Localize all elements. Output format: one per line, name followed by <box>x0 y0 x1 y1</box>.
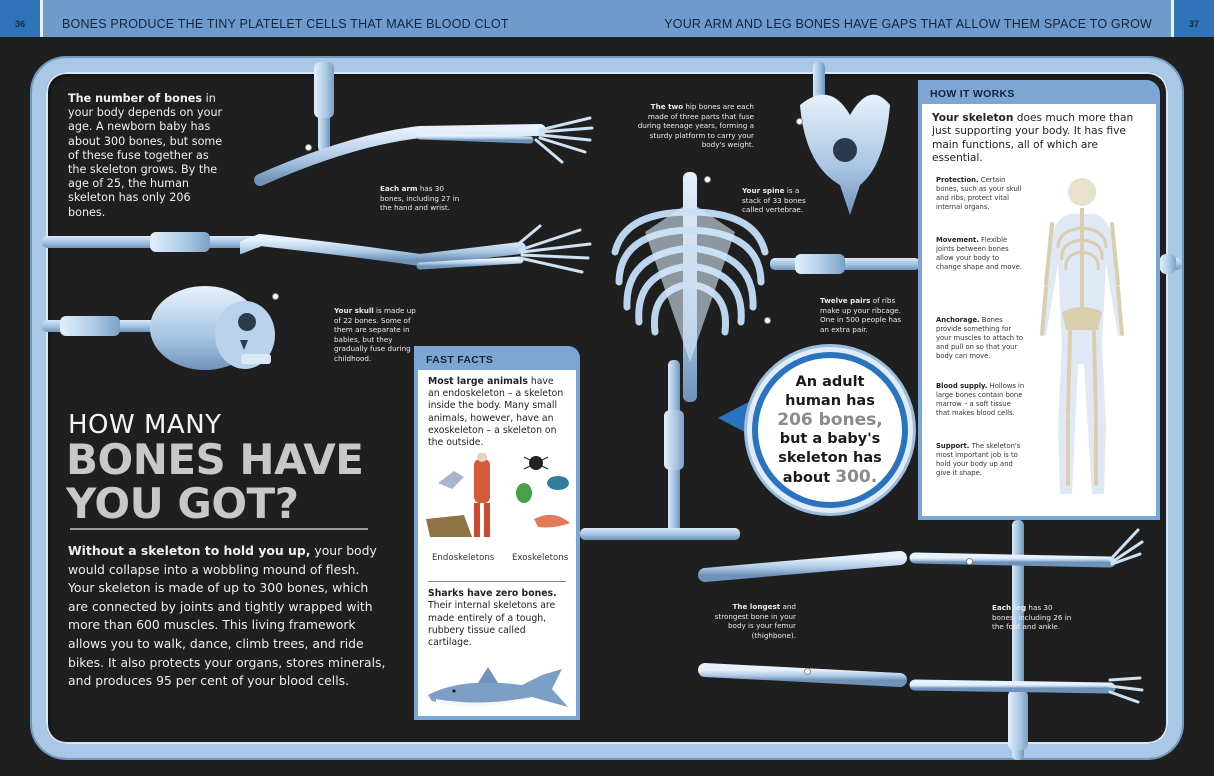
animal-illustrations <box>424 453 570 571</box>
function-anchorage <box>936 316 1026 361</box>
callout-highlight-300: 300. <box>835 466 878 487</box>
skull-marker <box>272 293 279 300</box>
function-text: Certain bones, such as your skull and ribs, protect vital internal organs. <box>936 176 1022 212</box>
bone-count-callout <box>752 352 908 508</box>
caption-text: and strongest bone in your body is your femur (thighbone). <box>714 602 796 640</box>
page-title-line1: HOW MANY <box>68 410 222 440</box>
body-text: your body would collapse into a wobbling mound of flesh. Your skeleton is made of up to 300 bones, which are connected by joints and tightly wrapped with more than 600 muscles. This living framework allows you to walk, dance, climb trees, and ride bikes. It also protects your organs, stores minerals, and produces 95 per cent of your blood cells. <box>68 543 386 689</box>
caption-bold: The two <box>650 102 684 111</box>
function-blood-supply <box>936 382 1026 418</box>
caption-text: has 30 bones, including 26 in the foot and ankle. <box>992 603 1072 632</box>
how-it-works-lead <box>922 104 1156 174</box>
caption-your-skull <box>334 306 416 364</box>
page-number-right: 37 <box>1171 0 1214 37</box>
body-paragraph <box>68 542 388 691</box>
title-divider <box>70 528 368 530</box>
caption-bold: Each arm <box>380 184 418 193</box>
fast-fact-sharks <box>418 582 576 649</box>
sprue-knob <box>150 232 210 252</box>
callout-line: An adult <box>795 373 865 390</box>
fast-facts-heading: FAST FACTS <box>418 350 576 370</box>
callout-line: human has <box>785 392 875 409</box>
caption-text: has 30 bones, including 27 in the hand and wrist. <box>380 184 460 213</box>
function-title: Blood supply. <box>936 382 988 390</box>
arm-marker <box>305 144 312 151</box>
header-fact-left: BONES PRODUCE THE TINY PLATELET CELLS THAT MAKE BLOOD CLOT <box>62 17 509 31</box>
sprue-connector <box>770 258 920 270</box>
caption-twelve-pairs <box>820 296 905 334</box>
caption-bold: Twelve pairs <box>820 296 871 305</box>
spine-marker <box>704 176 711 183</box>
header-fact-right: YOUR ARM AND LEG BONES HAVE GAPS THAT ALLOW THEM SPACE TO GROW <box>664 17 1152 31</box>
fact-bold: Sharks have zero bones. <box>428 588 557 600</box>
function-support <box>936 442 1026 478</box>
caption-bold: Each leg <box>992 603 1027 612</box>
how-it-works-heading: HOW IT WORKS <box>922 84 1156 104</box>
intro-text: in your body depends on your age. A newborn baby has about 300 bones, but some of these fuse together as the skeleton grows. By the age of 25, the human skeleton has only 206 bones. <box>68 92 223 219</box>
function-movement <box>936 236 1026 272</box>
page-number-left: 36 <box>0 0 43 37</box>
caption-bold: Your spine <box>742 186 785 195</box>
animals-icon <box>424 453 574 553</box>
caption-hip-bones <box>634 102 754 150</box>
ribs-marker <box>764 317 771 324</box>
femur-marker <box>804 668 811 675</box>
fact-bold: Most large animals <box>428 376 528 387</box>
function-text: Bones provide something for your muscles to attach to and pull on so that your body can move. <box>936 316 1024 361</box>
fact-text: have an endoskeleton – a skeleton inside the body. Many small animals, however, have an exoskeleton – a skeleton on the outside. <box>428 376 564 449</box>
caption-each-arm <box>380 184 460 213</box>
intro-paragraph <box>68 92 228 220</box>
caption-each-leg <box>992 603 1074 632</box>
function-protection <box>936 176 1026 212</box>
label-exoskeletons: Exoskeletons <box>512 553 569 564</box>
function-title: Protection. <box>936 176 979 184</box>
callout-line: but a baby's <box>779 430 881 447</box>
caption-your-spine <box>742 186 812 215</box>
caption-text: hip bones are each made of three parts that fuse during teenage years, forming a sturdy platform to carry your body's weight. <box>637 102 754 150</box>
function-title: Movement. <box>936 236 979 244</box>
fact-text: Their internal skeletons are made entirely of a tough, rubbery tissue called cartilage. <box>428 600 556 649</box>
sprue-knob <box>664 410 684 470</box>
fast-fact-skeleton-types <box>418 370 576 449</box>
sprue-knob <box>795 254 845 274</box>
lead-bold: Your skeleton <box>932 112 1014 124</box>
caption-text: is made up of 22 bones. Some of them are separate in babies, but they gradually fuse during childhood. <box>334 306 416 363</box>
label-endoskeletons: Endoskeletons <box>432 553 495 564</box>
caption-bold: Your skull <box>334 306 374 315</box>
shark-illustration <box>422 667 572 727</box>
intro-bold: The number of bones <box>68 92 203 105</box>
shark-icon <box>422 667 572 717</box>
function-text: Hollows in large bones contain bone marrow – a soft tissue that makes blood cells. <box>936 382 1025 418</box>
callout-highlight-206: 206 bones, <box>777 409 883 430</box>
how-it-works-box <box>918 80 1160 520</box>
caption-bold: The longest <box>732 602 781 611</box>
caption-text: of ribs make up your ribcage. One in 500 people has an extra pair. <box>820 296 902 334</box>
caption-longest-bone <box>714 602 796 640</box>
page-header-bar <box>0 0 1214 37</box>
hip-marker <box>796 118 803 125</box>
leg-marker <box>966 558 973 565</box>
caption-text: is a stack of 33 bones called vertebrae. <box>742 186 806 215</box>
callout-line: skeleton has <box>778 449 882 466</box>
callout-line: about <box>782 469 836 486</box>
human-skeleton-illustration <box>1022 174 1156 504</box>
function-text: The skeleton's most important job is to hold your body up and give it shape. <box>936 442 1021 478</box>
function-title: Anchorage. <box>936 316 980 324</box>
fast-facts-box <box>414 346 580 720</box>
function-title: Support. <box>936 442 970 450</box>
sprue-knob <box>1160 254 1176 274</box>
page-title-main: BONES HAVE YOU GOT? <box>66 435 364 528</box>
sprue-knob <box>60 316 120 336</box>
body-bold: Without a skeleton to hold you up, <box>68 543 311 558</box>
function-text: Flexible joints between bones allow your body to change shape and move. <box>936 236 1022 272</box>
lead-text: does much more than just supporting your body. It has five main functions, all of which are essential. <box>932 112 1134 165</box>
